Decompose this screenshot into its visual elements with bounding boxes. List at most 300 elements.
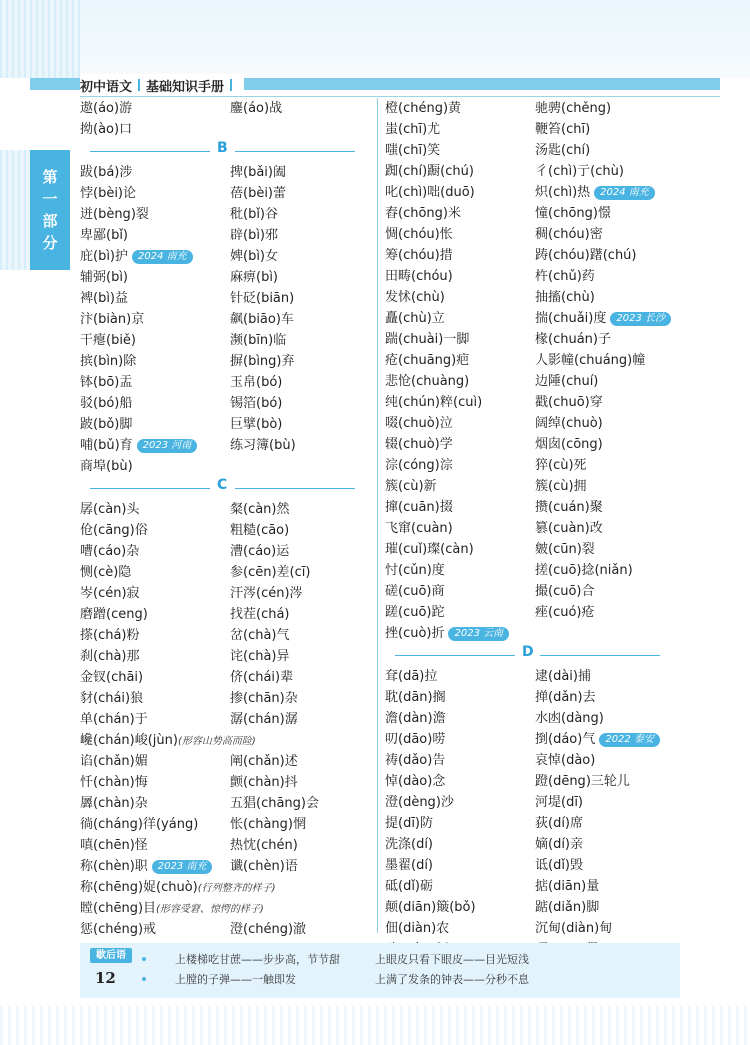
word-entry	[385, 140, 440, 161]
word-entry	[535, 182, 655, 203]
word-entry	[535, 792, 583, 813]
word-entry	[230, 646, 290, 667]
word-row	[385, 476, 680, 497]
top-band	[0, 0, 750, 78]
word-row	[80, 162, 370, 183]
word-entry	[535, 266, 595, 287]
word-entry	[230, 793, 319, 814]
word-entry	[80, 204, 149, 225]
word-entry	[535, 350, 645, 371]
word-note: (形容受窘、惊愕的样子)	[156, 904, 264, 915]
word-entry	[385, 602, 444, 623]
word-text: 豺(chái)狼	[80, 691, 144, 706]
word-entry	[535, 813, 583, 834]
word-row	[385, 140, 680, 161]
word-entry	[80, 898, 264, 920]
section-letter-text: C	[217, 477, 228, 493]
word-row	[80, 204, 370, 225]
word-text: 炽(chì)热	[535, 185, 591, 200]
word-entry	[535, 434, 603, 455]
word-text: 磨蹭(ceng)	[80, 607, 148, 622]
word-row	[80, 183, 370, 204]
word-entry	[385, 182, 475, 203]
word-text: 驰骋(chěng)	[535, 101, 612, 116]
word-entry	[535, 729, 660, 750]
word-entry	[80, 877, 276, 899]
word-text: 皴(cūn)裂	[535, 542, 595, 557]
word-row	[80, 604, 370, 625]
word-text: 濒(bīn)临	[230, 333, 287, 348]
word-text: 戳(chuō)穿	[535, 395, 603, 410]
word-text: 踮(diǎn)脚	[535, 900, 600, 915]
word-row	[385, 287, 680, 308]
word-entry	[535, 140, 590, 161]
word-entry	[535, 98, 611, 119]
word-text: 拗(ào)口	[80, 122, 133, 137]
word-text: 杵(chǔ)药	[535, 269, 595, 284]
word-entry	[80, 835, 148, 856]
word-text: 潺(chán)潺	[230, 712, 298, 727]
word-text: 徜(cháng)徉(yáng)	[80, 817, 199, 832]
word-text: 侪(chái)辈	[230, 670, 294, 685]
side-pattern	[0, 150, 30, 270]
word-text: 发怵(chù)	[385, 290, 445, 305]
word-entry	[535, 834, 583, 855]
word-entry	[385, 918, 449, 939]
word-row	[385, 687, 680, 708]
word-entry	[535, 560, 633, 581]
word-text: 蹉(cuō)跎	[385, 605, 445, 620]
book-name: 初中语文	[80, 79, 133, 95]
word-entry	[230, 583, 303, 604]
word-text: 掸(dǎn)去	[535, 690, 596, 705]
word-text: 荻(dí)席	[535, 816, 584, 831]
word-entry	[230, 625, 290, 646]
word-text: 摈(bìn)除	[80, 354, 137, 369]
word-text: 祷(dǎo)告	[385, 753, 446, 768]
word-entry	[80, 225, 128, 246]
part-tab-char: 第	[42, 168, 58, 186]
word-entry	[385, 518, 453, 539]
word-text: 墨翟(dí)	[385, 858, 434, 873]
xiehouyu-label: 歇后语	[90, 948, 132, 963]
word-text: 恻(cè)隐	[80, 565, 132, 580]
word-text: 五猖(chāng)会	[230, 796, 319, 811]
word-entry	[385, 98, 461, 119]
book-title: 基础知识手册	[146, 79, 225, 95]
word-entry	[230, 709, 298, 730]
section-letter	[80, 477, 370, 499]
header-separator	[138, 79, 140, 91]
word-row	[80, 793, 370, 814]
word-entry	[385, 623, 509, 644]
word-text: 蚩(chī)尤	[385, 122, 441, 137]
word-entry	[385, 560, 445, 581]
word-row	[385, 918, 680, 939]
word-entry	[80, 246, 193, 267]
word-row	[385, 813, 680, 834]
bullet-icon	[142, 977, 146, 981]
word-entry	[385, 161, 474, 182]
word-row	[80, 435, 370, 456]
xiehouyu-item: 上眼皮只看下眼皮——目光短浅	[375, 953, 529, 966]
word-row	[385, 750, 680, 771]
word-text: 称(chēng)娖(chuò)	[80, 880, 198, 895]
xiehouyu-box	[80, 943, 680, 998]
word-text: 惆(chóu)怅	[385, 227, 453, 242]
word-entry	[535, 287, 595, 308]
word-text: 锡箔(bó)	[230, 396, 283, 411]
word-text: 怅(chàng)惘	[230, 817, 306, 832]
word-text: 嫡(dí)亲	[535, 837, 584, 852]
word-text: 揣(chuǎi)度	[535, 311, 607, 326]
word-row	[385, 497, 680, 518]
word-entry	[230, 351, 295, 372]
word-row	[385, 708, 680, 729]
section-letter	[385, 644, 680, 666]
word-text: 稠(chóu)密	[535, 227, 603, 242]
word-row	[80, 646, 370, 667]
word-entry	[80, 709, 148, 730]
word-entry	[385, 855, 433, 876]
word-entry	[230, 919, 306, 940]
xiehouyu-item: 上满了发条的钟表——分秒不息	[375, 973, 529, 986]
word-entry	[385, 497, 453, 518]
word-entry	[535, 708, 604, 729]
word-entry	[230, 835, 298, 856]
word-entry	[80, 414, 132, 435]
word-text: 逮(dài)捕	[535, 669, 591, 684]
word-text: 篡(cuàn)改	[535, 521, 603, 536]
word-text: 漕(cáo)运	[230, 544, 290, 559]
section-rule	[395, 655, 515, 656]
word-text: 辍(chuò)学	[385, 437, 453, 452]
word-text: 舂(chōng)米	[385, 206, 461, 221]
section-letter-text: D	[522, 644, 534, 660]
word-entry	[385, 371, 469, 392]
section-rule	[540, 655, 660, 656]
word-text: 颤(chàn)抖	[230, 775, 298, 790]
word-row	[80, 541, 370, 562]
word-text: 搓(cuō)捻(niǎn)	[535, 563, 633, 578]
word-text: 洗涤(dí)	[385, 837, 434, 852]
word-text: 谄(chǎn)媚	[80, 754, 148, 769]
word-entry	[80, 604, 148, 625]
word-entry	[80, 435, 197, 456]
word-entry	[80, 793, 148, 814]
word-text: 纯(chún)粹(cuì)	[385, 395, 483, 410]
word-row	[385, 98, 680, 119]
word-text: 迸(bèng)裂	[80, 207, 149, 222]
word-entry	[230, 688, 298, 709]
part-tab-char: 分	[42, 234, 58, 252]
word-text: 忖(cǔn)度	[385, 563, 445, 578]
word-text: 攒(cuán)聚	[535, 500, 603, 515]
part-tab-char: 部	[42, 212, 58, 230]
word-row	[385, 560, 680, 581]
word-row	[80, 288, 370, 309]
word-row	[80, 709, 370, 730]
word-text: 沉甸(diàn)甸	[535, 921, 613, 936]
word-row	[385, 308, 680, 329]
word-entry	[80, 351, 136, 372]
word-entry	[230, 772, 298, 793]
exam-badge: 2023 南充	[152, 860, 213, 874]
word-entry	[80, 541, 139, 562]
word-row	[385, 392, 680, 413]
word-row	[80, 309, 370, 330]
word-entry	[535, 119, 590, 140]
header-separator-end	[230, 79, 232, 91]
word-entry	[80, 730, 256, 752]
word-text: 颠(diān)簸(bǒ)	[385, 900, 476, 915]
word-row	[80, 351, 370, 372]
word-row	[80, 393, 370, 414]
word-row	[385, 876, 680, 897]
word-text: 簇(cù)新	[385, 479, 437, 494]
word-text: 跋(bá)涉	[80, 165, 133, 180]
word-entry	[230, 267, 278, 288]
word-text: 汴(biàn)京	[80, 312, 145, 327]
word-entry	[230, 604, 290, 625]
word-entry	[535, 687, 596, 708]
word-text: 阔绰(chuò)	[535, 416, 603, 431]
word-text: 抽搐(chù)	[535, 290, 595, 305]
word-entry	[535, 581, 594, 602]
word-text: 汗涔(cén)涔	[230, 586, 303, 601]
word-row	[385, 771, 680, 792]
word-text: 参(cēn)差(cī)	[230, 565, 311, 580]
bottom-band	[0, 1005, 750, 1045]
word-entry	[535, 371, 598, 392]
section-rule	[90, 488, 210, 489]
word-text: 河堤(dī)	[535, 795, 584, 810]
word-text: 撮(cuō)合	[535, 584, 595, 599]
word-entry	[80, 98, 132, 119]
word-entry	[230, 183, 286, 204]
word-entry	[535, 666, 591, 687]
section-letter	[80, 140, 370, 162]
word-entry	[80, 814, 198, 835]
word-entry	[535, 855, 583, 876]
section-rule	[235, 488, 355, 489]
word-text: 啜(chuò)泣	[385, 416, 453, 431]
word-row	[385, 371, 680, 392]
word-text: 耽(dān)搁	[385, 690, 446, 705]
word-row	[80, 562, 370, 583]
word-row	[385, 245, 680, 266]
word-entry	[230, 562, 310, 583]
word-text: 边陲(chuí)	[535, 374, 599, 389]
word-text: 干瘪(biě)	[80, 333, 137, 348]
word-row	[385, 224, 680, 245]
right-column	[385, 98, 680, 960]
word-row	[80, 898, 370, 919]
word-entry	[230, 204, 278, 225]
word-entry	[80, 499, 140, 520]
word-entry	[385, 392, 482, 413]
header-rule	[80, 96, 720, 97]
word-entry	[80, 625, 140, 646]
word-note: (形容山势高而险)	[177, 736, 256, 747]
word-entry	[80, 583, 140, 604]
word-text: 孱(càn)头	[80, 502, 140, 517]
exam-badge: 2023 长沙	[610, 312, 671, 326]
word-entry	[80, 667, 143, 688]
word-text: 秕(bǐ)谷	[230, 207, 279, 222]
word-text: 瞠(chēng)目	[80, 901, 157, 916]
word-text: 彳(chì)亍(chù)	[535, 164, 624, 179]
exam-badge: 2022 泰安	[599, 733, 660, 747]
word-text: 哀悼(dào)	[535, 753, 596, 768]
word-row	[80, 919, 370, 940]
section-rule	[90, 151, 210, 152]
word-text: 憧(chōng)憬	[535, 206, 611, 221]
exam-badge: 2024 南充	[594, 186, 655, 200]
part-tab-char: 一	[42, 190, 58, 208]
word-entry	[385, 476, 437, 497]
word-entry	[230, 520, 289, 541]
word-text: 麻痹(bì)	[230, 270, 279, 285]
word-entry	[535, 413, 603, 434]
word-text: 田畴(chóu)	[385, 269, 453, 284]
word-entry	[535, 203, 611, 224]
word-entry	[535, 518, 603, 539]
word-entry	[535, 245, 637, 266]
word-text: 婢(bì)女	[230, 249, 279, 264]
word-entry	[80, 267, 128, 288]
word-entry	[80, 183, 136, 204]
word-entry	[385, 329, 469, 350]
word-entry	[385, 245, 453, 266]
word-text: 烟囱(cōng)	[535, 437, 603, 452]
word-entry	[80, 309, 144, 330]
word-text: 叨(dāo)唠	[385, 732, 446, 747]
word-entry	[385, 666, 437, 687]
word-text: 捯(dáo)气	[535, 732, 596, 747]
word-text: 哺(bǔ)育	[80, 438, 133, 453]
word-row	[80, 330, 370, 351]
word-row	[385, 434, 680, 455]
word-entry	[385, 687, 446, 708]
word-entry	[535, 602, 594, 623]
word-row	[80, 372, 370, 393]
word-entry	[230, 751, 298, 772]
word-row	[385, 539, 680, 560]
word-entry	[230, 162, 286, 183]
word-text: 诋(dǐ)毁	[535, 858, 584, 873]
word-entry	[385, 434, 453, 455]
word-entry	[535, 497, 603, 518]
word-text: 卑鄙(bǐ)	[80, 228, 129, 243]
word-entry	[230, 330, 286, 351]
word-text: 羼(chàn)杂	[80, 796, 148, 811]
word-text: 砥(dǐ)砺	[385, 879, 434, 894]
word-entry	[385, 750, 445, 771]
word-row	[80, 667, 370, 688]
word-entry	[535, 308, 671, 329]
word-entry	[385, 539, 474, 560]
word-text: 疮(chuāng)疤	[385, 353, 470, 368]
word-entry	[230, 414, 282, 435]
word-row	[385, 602, 680, 623]
word-entry	[80, 393, 132, 414]
word-text: 磋(cuō)商	[385, 584, 445, 599]
word-text: 掂(diān)量	[535, 879, 600, 894]
corner-pattern	[0, 0, 80, 78]
word-row	[80, 730, 370, 751]
word-entry	[385, 729, 445, 750]
word-entry	[230, 225, 278, 246]
word-row	[385, 329, 680, 350]
word-text: 嗤(chī)笑	[385, 143, 441, 158]
word-entry	[80, 856, 212, 877]
word-entry	[80, 372, 132, 393]
word-row	[385, 518, 680, 539]
word-entry	[385, 119, 440, 140]
word-row	[385, 203, 680, 224]
word-row	[385, 182, 680, 203]
word-entry	[80, 162, 132, 183]
word-text: 称(chèn)职	[80, 859, 148, 874]
word-text: 澹(dàn)澹	[385, 711, 446, 726]
word-text: 嘈(cáo)杂	[80, 544, 140, 559]
word-note: (行列整齐的样子)	[197, 883, 276, 894]
word-text: 耷(dā)拉	[385, 669, 438, 684]
word-row	[385, 623, 680, 644]
word-text: 粲(càn)然	[230, 502, 290, 517]
word-text: 遨(áo)游	[80, 101, 133, 116]
word-text: 搽(chá)粉	[80, 628, 140, 643]
word-text: 诧(chà)异	[230, 649, 290, 664]
word-text: 撺(cuān)掇	[385, 500, 453, 515]
word-entry	[385, 350, 469, 371]
exam-badge: 2023 云南	[448, 627, 509, 641]
word-text: 鞭笞(chī)	[535, 122, 591, 137]
word-row	[385, 119, 680, 140]
xiehouyu-item: 上膛的子弹——一触即发	[175, 973, 296, 986]
left-column	[80, 98, 370, 940]
xiehouyu-item: 上楼梯吃甘蔗——步步高，节节甜	[175, 953, 340, 966]
word-entry	[385, 224, 453, 245]
word-entry	[230, 667, 293, 688]
word-text: 巉(chán)峻(jùn)	[80, 733, 178, 748]
word-text: 悼(dào)念	[385, 774, 446, 789]
section-letter-text: B	[217, 140, 228, 156]
word-text: 岔(chà)气	[230, 628, 290, 643]
word-text: 汤匙(chí)	[535, 143, 591, 158]
word-text: 岑(cén)寂	[80, 586, 140, 601]
word-entry	[80, 688, 143, 709]
word-text: 水凼(dàng)	[535, 711, 604, 726]
word-text: 淙(cóng)淙	[385, 458, 453, 473]
word-entry	[230, 435, 296, 456]
word-text: 佃(diàn)农	[385, 921, 450, 936]
word-entry	[385, 876, 433, 897]
word-row	[80, 246, 370, 267]
word-text: 商埠(bù)	[80, 459, 133, 474]
word-text: 踹(chuài)一脚	[385, 332, 470, 347]
word-text: 椽(chuán)子	[535, 332, 611, 347]
word-row	[385, 266, 680, 287]
word-text: 掺(chān)杂	[230, 691, 298, 706]
word-row	[80, 772, 370, 793]
word-entry	[230, 541, 289, 562]
word-entry	[535, 161, 624, 182]
word-text: 摒(bìng)弃	[230, 354, 295, 369]
word-entry	[535, 918, 612, 939]
word-entry	[230, 393, 282, 414]
